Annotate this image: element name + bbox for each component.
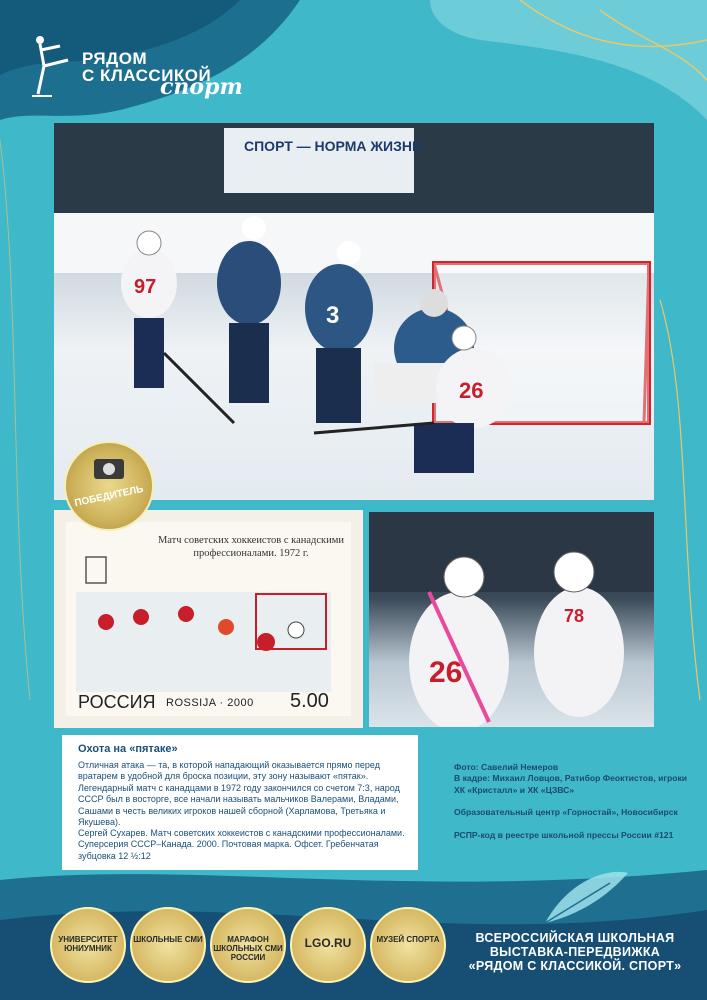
logo-title: РЯДОМ С КЛАССИКОЙ	[82, 49, 212, 85]
description-paragraph-2: Сергей Сухарев. Матч советских хоккеистов с канадскими профессионалами. Суперсерия СССР–Канада. 2000. Почтовая марка. Офсет. Гребенчатая зубцовка 12 ½:12	[78, 828, 405, 861]
credit-photo: Фото: Савелий Немеров	[454, 762, 559, 772]
description-heading: Охота на «пятаке»	[78, 743, 178, 755]
stamp-country: РОССИЯ	[78, 692, 156, 712]
stamp-rossija: ROSSIJA · 2000	[166, 697, 254, 709]
hockey-scene-small	[369, 512, 654, 727]
logo-sport: спорт	[160, 74, 243, 100]
description-box	[62, 735, 418, 870]
banner-text: СПОРТ — НОРМА ЖИЗНИ	[244, 138, 423, 154]
description-paragraph-1: Отличная атака — та, в которой нападающий оказывается прямо перед вратарем в удобной для броска позиции, эту зону называют «пятак». Легендарный матч с канадцами в 1972 году закончился со счетом 7:3, народ СССР был в восторге, все начали называть мальчиков Валерами, Владами, Сашами в честь великих игроков нашей сборной (Харламова, Третьяка и Якушева).	[78, 760, 400, 828]
credit-reg: РСПР-код в реестре школьной прессы России #121	[454, 829, 674, 840]
winner-badge	[64, 441, 154, 531]
svg-text:78: 78	[564, 606, 585, 626]
exhibition-title: ВСЕРОССИЙСКАЯ ШКОЛЬНАЯ ВЫСТАВКА-ПЕРЕДВИЖКА «РЯДОМ С КЛАССИКОЙ. СПОРТ»	[468, 931, 682, 973]
partner-logo-1: УНИВЕРСИТЕТ ЮНИУМНИК	[50, 907, 126, 983]
partner-logo-4: LGO.RU	[290, 907, 366, 983]
stamp-inner	[66, 522, 351, 716]
credits	[454, 762, 694, 852]
stamp-value: 5.00	[290, 690, 329, 712]
hockey-photo-small	[369, 512, 654, 727]
svg-text:97: 97	[134, 276, 157, 298]
svg-text:26: 26	[429, 656, 463, 689]
badge-label: ПОБЕДИТЕЛЬ	[73, 483, 145, 510]
credit-org: Образовательный центр «Горностай», Новосибирск	[454, 807, 678, 818]
figure-skater-icon	[28, 32, 78, 102]
svg-text:26: 26	[459, 378, 484, 403]
postage-stamp	[54, 510, 363, 728]
stamp-title: Матч советских хоккеистов с канадскими профессионалами. 1972 г.	[157, 535, 345, 559]
stamp-illustration	[66, 552, 351, 702]
feather-icon	[540, 868, 630, 928]
credit-frame: В кадре: Михаил Ловцов, Ратибор Феоктистов, игроки ХК «Кристалл» и ХК «ЦЗВС»	[454, 773, 688, 795]
partner-logo-3: МАРАФОН ШКОЛЬНЫХ СМИ РОССИИ	[210, 907, 286, 983]
partner-logo-5: МУЗЕЙ СПОРТА	[370, 907, 446, 983]
partner-logo-2: ШКОЛЬНЫЕ СМИ	[130, 907, 206, 983]
svg-text:3: 3	[326, 302, 340, 329]
